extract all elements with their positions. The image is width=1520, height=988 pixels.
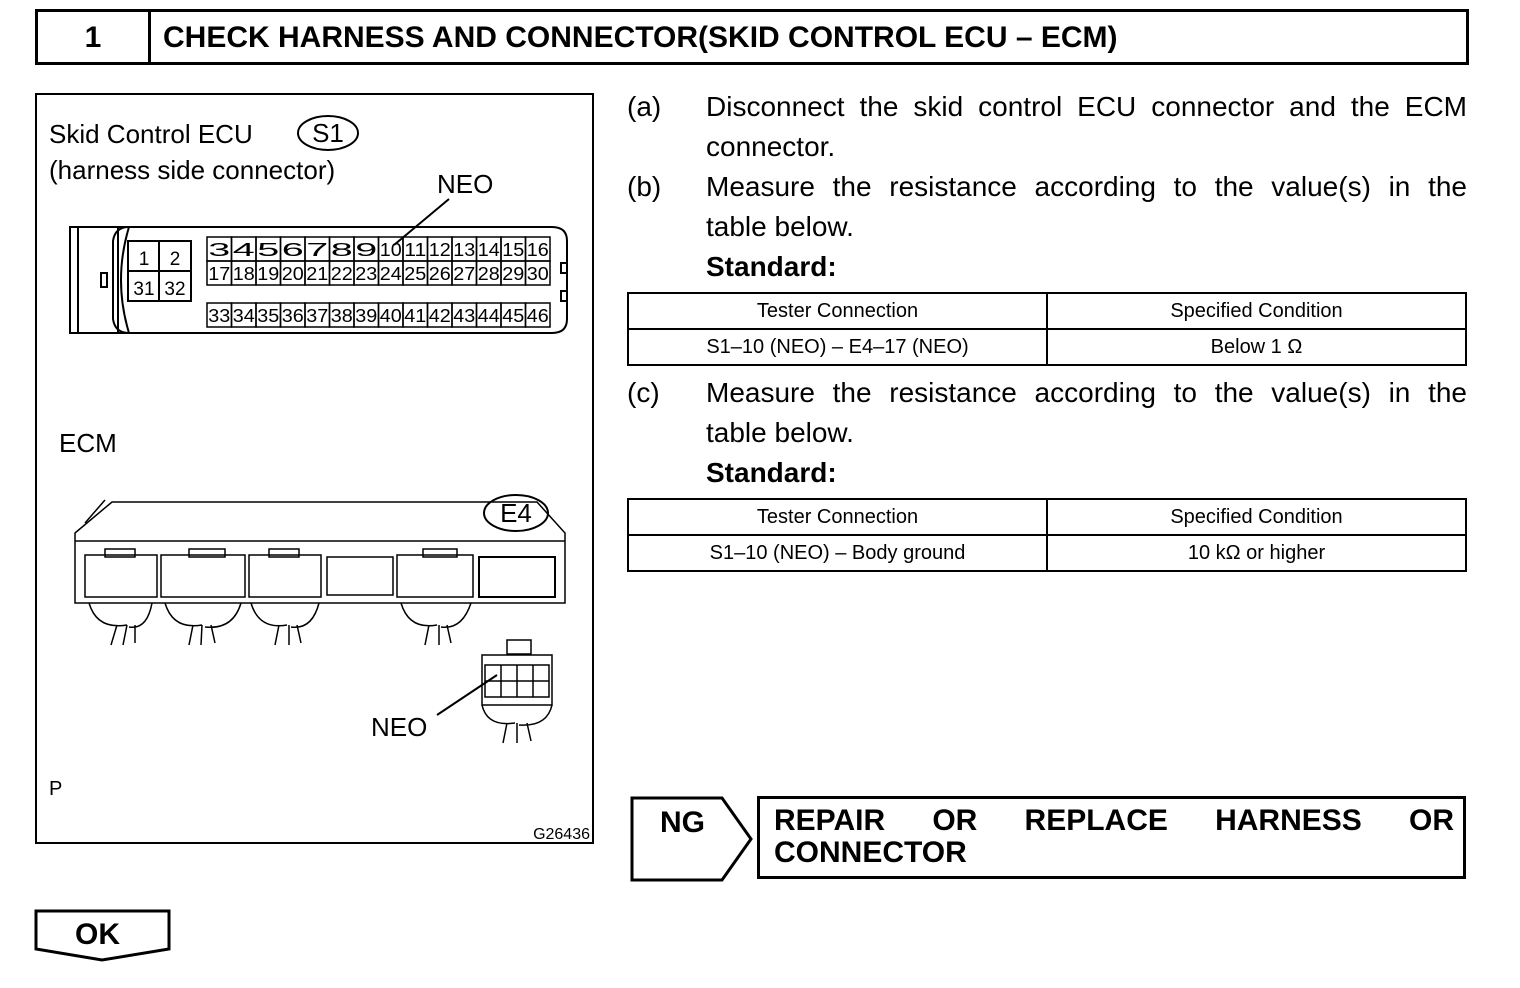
step-b-letter: (b) bbox=[627, 171, 662, 202]
step-a-line1: Disconnect the skid control ECU connector and the ECM bbox=[706, 91, 1467, 122]
connector-diagram bbox=[37, 95, 596, 846]
table-row bbox=[628, 535, 1466, 571]
pin-label: 28 bbox=[477, 264, 500, 284]
table-cell: 10 kΩ or higher bbox=[1047, 535, 1466, 571]
pin-label: 15 bbox=[502, 240, 525, 260]
step-a-line2: connector. bbox=[706, 131, 836, 162]
step-title: CHECK HARNESS AND CONNECTOR(SKID CONTROL ECU – ECM) bbox=[163, 21, 1118, 54]
pin-label: 42 bbox=[428, 306, 451, 326]
pin-label: 13 bbox=[453, 240, 476, 260]
figure-code: G26436 bbox=[533, 826, 590, 843]
resistance-table-2 bbox=[627, 498, 1467, 572]
pin-label: 17 bbox=[208, 264, 231, 284]
pin-label: 37 bbox=[306, 306, 329, 326]
step-a-text bbox=[706, 87, 1467, 167]
step-number: 1 bbox=[38, 12, 151, 62]
step-b-standard: Standard: bbox=[706, 251, 837, 282]
neo-leader-bottom bbox=[437, 675, 497, 715]
step-header bbox=[35, 9, 1469, 65]
table-header-row bbox=[628, 499, 1466, 535]
pin-label: 10 bbox=[379, 240, 402, 260]
pin-label: 30 bbox=[526, 264, 549, 284]
table-header-cell: Tester Connection bbox=[628, 293, 1047, 329]
pin-label: 11 bbox=[404, 240, 427, 260]
resistance-table-1 bbox=[627, 292, 1467, 366]
pin-label: 16 bbox=[526, 240, 549, 260]
step-c-letter: (c) bbox=[627, 377, 660, 408]
step-a-letter: (a) bbox=[627, 91, 662, 122]
pin-label: 40 bbox=[379, 306, 402, 326]
neo-label-bottom: NEO bbox=[371, 712, 428, 742]
pin-label: 18 bbox=[232, 264, 255, 284]
ng-label: NG bbox=[660, 806, 705, 839]
s1-code: S1 bbox=[312, 118, 344, 148]
ng-action-text bbox=[774, 805, 1454, 869]
pin-label: 23 bbox=[355, 264, 378, 284]
step-b-line2: table below. bbox=[706, 211, 854, 242]
pin-label: 31 bbox=[133, 279, 155, 300]
pin-label: 35 bbox=[257, 306, 280, 326]
pin-label: 3 bbox=[208, 240, 231, 260]
step-b-line1: Measure the resistance according to the value(s) in the bbox=[706, 171, 1467, 202]
step-b-text bbox=[706, 167, 1467, 247]
table-header-cell: Tester Connection bbox=[628, 499, 1047, 535]
table-cell: S1–10 (NEO) – Body ground bbox=[628, 535, 1047, 571]
pin-label: 2 bbox=[169, 249, 181, 270]
pin-label: 14 bbox=[477, 240, 500, 260]
pin-label: 33 bbox=[208, 306, 231, 326]
harness-side-label: (harness side connector) bbox=[49, 155, 336, 185]
step-c-line1: Measure the resistance according to the value(s) in the bbox=[706, 377, 1467, 408]
pin-label: 22 bbox=[330, 264, 353, 284]
pin-label: 34 bbox=[232, 306, 255, 326]
table-row bbox=[628, 329, 1466, 365]
pin-label: 20 bbox=[281, 264, 304, 284]
ng-action-line1: REPAIR OR REPLACE HARNESS OR bbox=[774, 804, 1454, 837]
table-cell: Below 1 Ω bbox=[1047, 329, 1466, 365]
neo-label-top: NEO bbox=[437, 169, 494, 199]
pin-label: 7 bbox=[306, 240, 329, 260]
pin-label: 19 bbox=[257, 264, 280, 284]
skid-ecu-label: Skid Control ECU bbox=[49, 119, 253, 149]
pin-label: 32 bbox=[164, 279, 186, 300]
pin-label: 43 bbox=[453, 306, 476, 326]
table-header-cell: Specified Condition bbox=[1047, 499, 1466, 535]
pin-label: 44 bbox=[477, 306, 500, 326]
pin-label: 5 bbox=[257, 240, 280, 260]
pin-label: 24 bbox=[379, 264, 402, 284]
pin-label: 36 bbox=[281, 306, 304, 326]
pin-label: 45 bbox=[502, 306, 525, 326]
pin-label: 6 bbox=[281, 240, 304, 260]
ng-action-line2: CONNECTOR bbox=[774, 836, 967, 869]
ok-label: OK bbox=[75, 918, 120, 951]
pin-label: 9 bbox=[355, 240, 378, 260]
pin-label: 29 bbox=[502, 264, 525, 284]
pin-label: 46 bbox=[526, 306, 549, 326]
pin-label: 12 bbox=[428, 240, 451, 260]
p-mark: P bbox=[49, 778, 63, 800]
table-header-row bbox=[628, 293, 1466, 329]
ecm-leader bbox=[85, 500, 105, 523]
pin-label: 38 bbox=[330, 306, 353, 326]
e4-code: E4 bbox=[500, 498, 532, 528]
s1-pin-grid bbox=[133, 237, 550, 327]
table-cell: S1–10 (NEO) – E4–17 (NEO) bbox=[628, 329, 1047, 365]
pin-label: 1 bbox=[138, 249, 150, 270]
step-c-line2: table below. bbox=[706, 417, 854, 448]
pin-label: 25 bbox=[404, 264, 427, 284]
ecm-unit bbox=[75, 502, 565, 743]
step-c-text bbox=[706, 373, 1467, 453]
pin-label: 26 bbox=[428, 264, 451, 284]
step-c-standard: Standard: bbox=[706, 457, 837, 488]
ng-action-box bbox=[757, 796, 1466, 879]
pin-label: 41 bbox=[404, 306, 427, 326]
pin-label: 8 bbox=[330, 240, 353, 260]
table-header-cell: Specified Condition bbox=[1047, 293, 1466, 329]
pin-label: 21 bbox=[306, 264, 329, 284]
connector-figure bbox=[35, 93, 594, 844]
ecm-label: ECM bbox=[59, 428, 117, 458]
pin-label: 39 bbox=[355, 306, 378, 326]
pin-label: 4 bbox=[232, 240, 255, 260]
pin-label: 27 bbox=[453, 264, 476, 284]
